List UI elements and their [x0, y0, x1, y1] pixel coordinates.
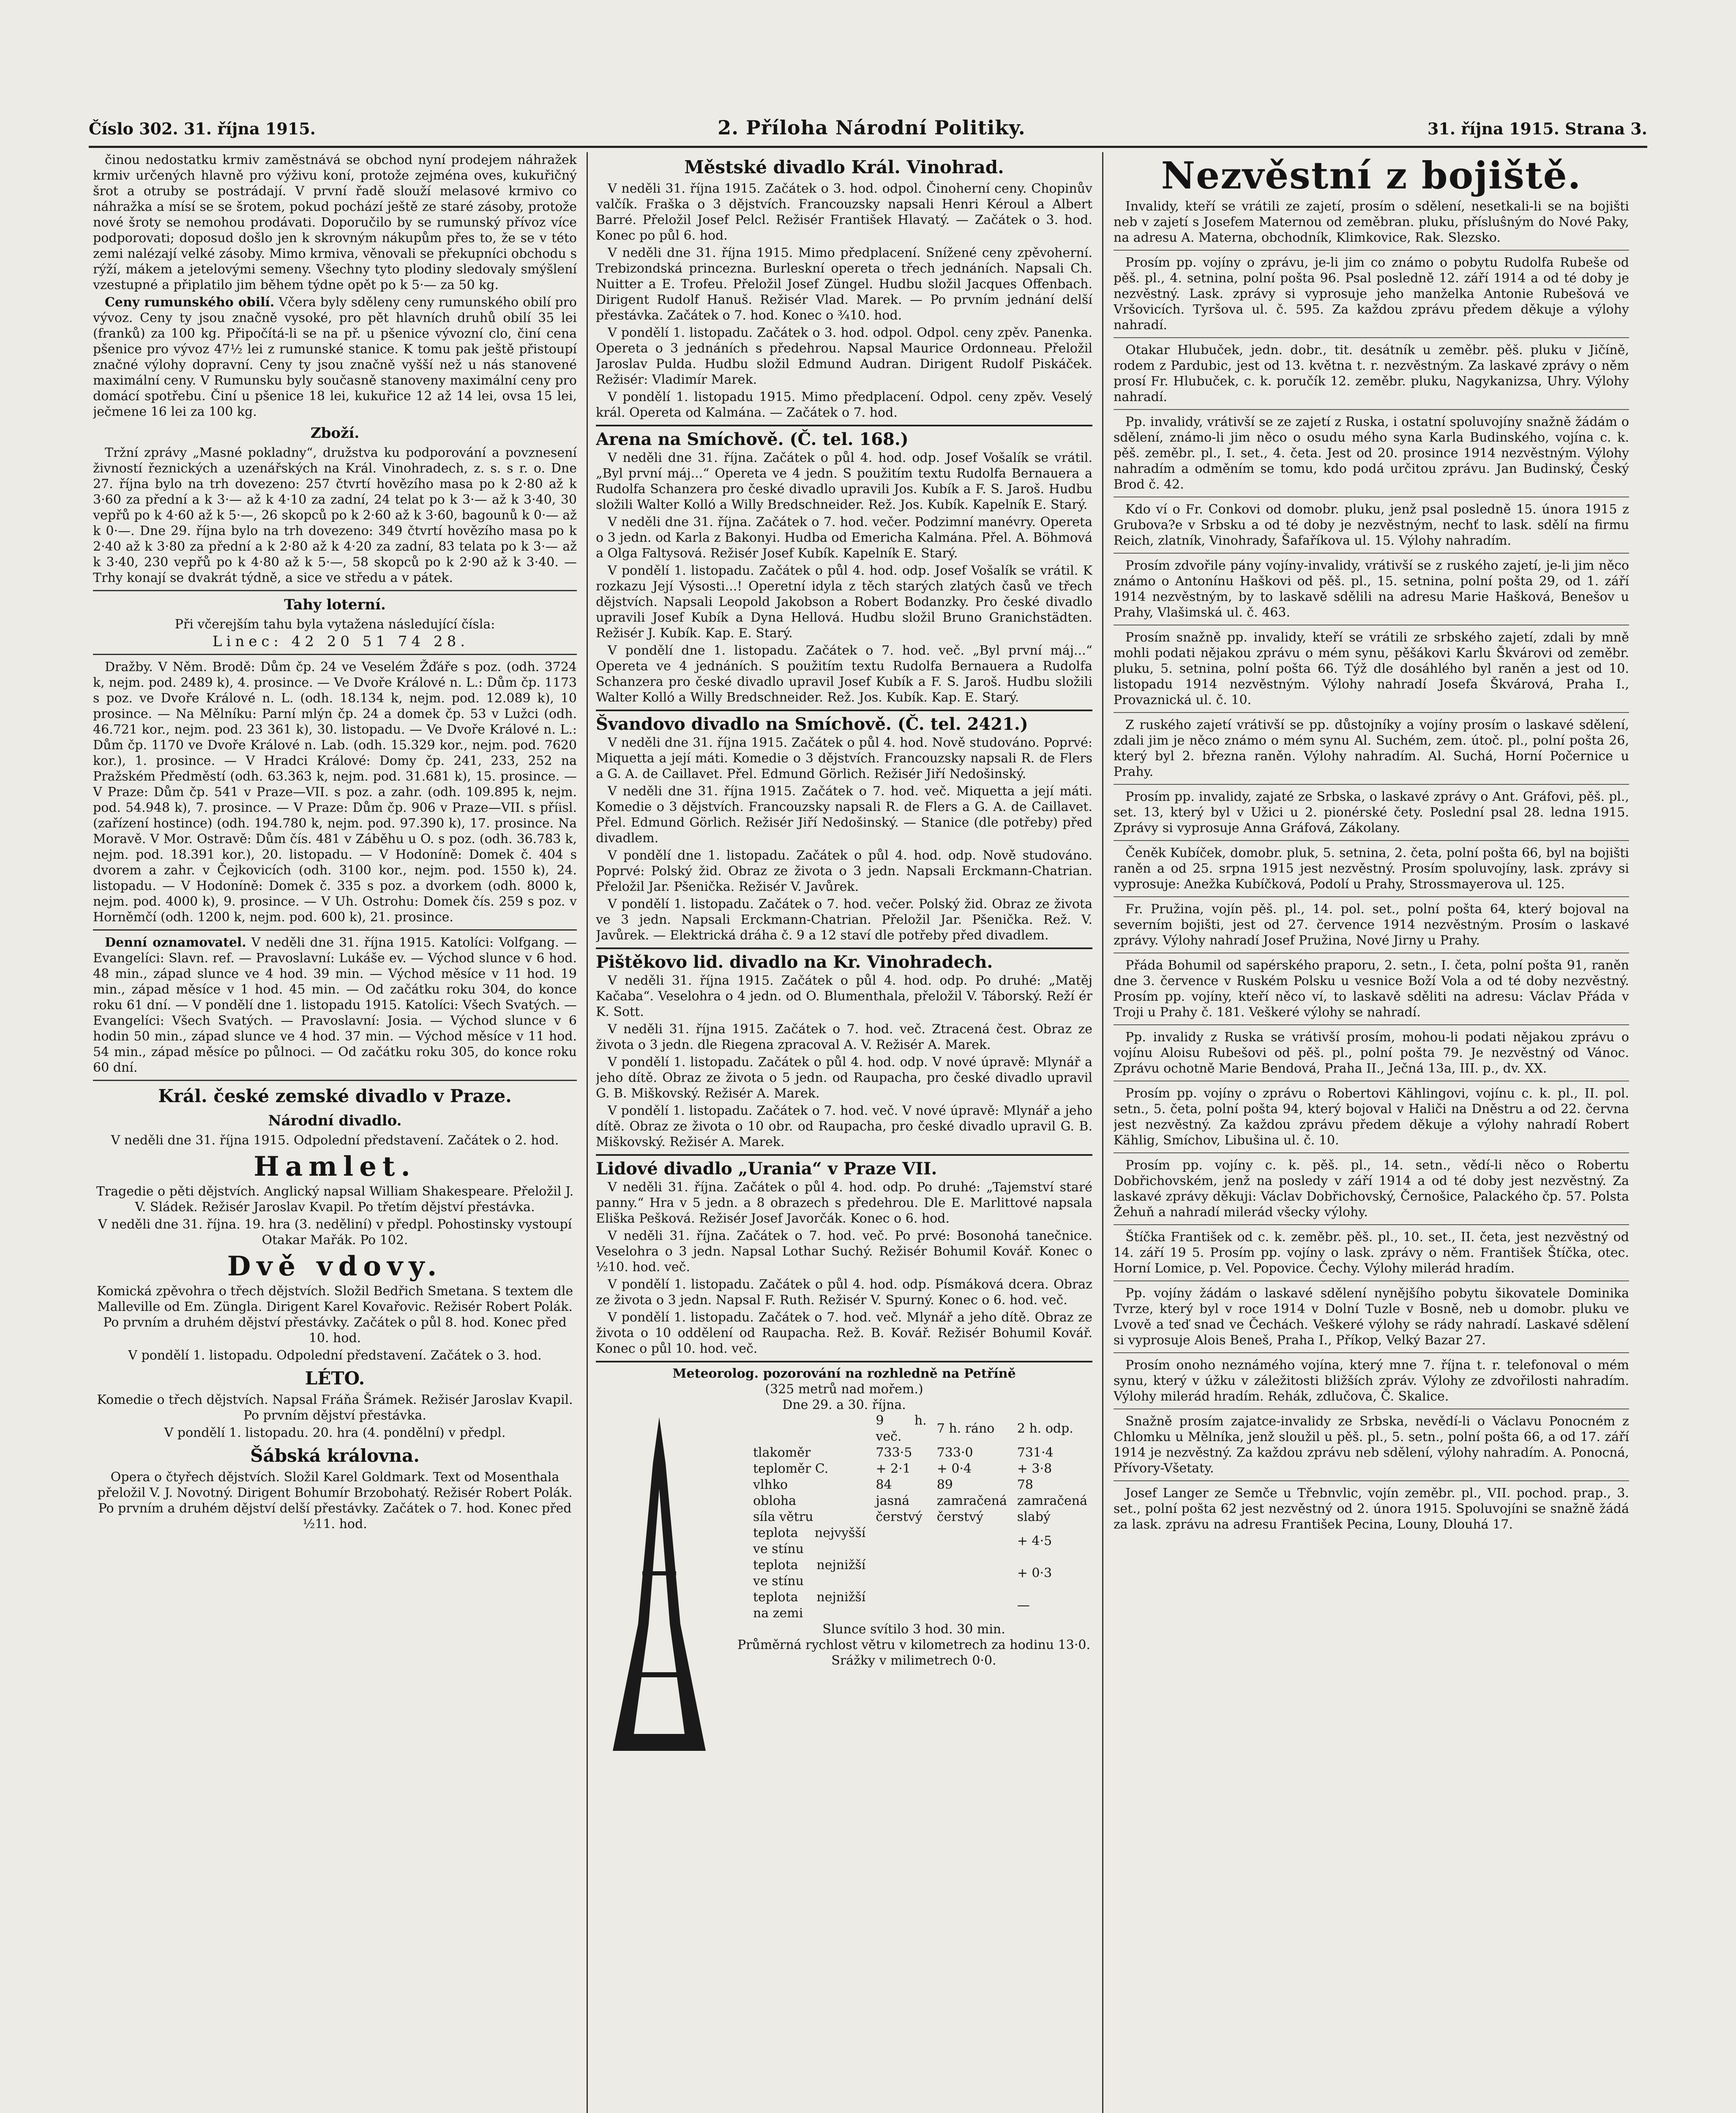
- play-description: Tragedie o pěti dějstvích. Anglický napsal William Shakespeare. Přeložil J. V. Sládek. Režisér Jaroslav Kvapil. Po třetím dějství přestávka.: [96, 1184, 574, 1215]
- program-entry: V pondělí 1. listopadu. Začátek o 7. hod. več. V nové úpravě: Mlynář a jeho dítě. Obraz ze života o 10 obr. od Raupacha, pro české divadlo upravil G. B. Miškovský. Režisér A. Marek.: [596, 1103, 1092, 1149]
- program-entry: V neděli 31. října. Začátek o půl 4. hod. odp. Po druhé: „Tajemství staré panny.“ Hra v 5 jedn. a 8 obrazech s předehrou. Dle E. Marlittové napsala Eliška Pešková. Režisér Josef Javorčák. Konec o 6. hod.: [596, 1180, 1092, 1226]
- missing-notice: [1114, 953, 1629, 1020]
- missing-notice: Invalidy, kteří se vrátili ze zajetí, prosím o sdělení, nesetkali-li se na bojišti neb v zajetí s Josefem Maternou od zeměbran. pluku, přísluŝným do Nové Paky, na adresu A. Materna, obchodník, Klimkovice, Rak. Slezsko.: [1114, 199, 1629, 245]
- program-line: V pondělí 1. listopadu. 20. hra (4. pondělní) v předpl.: [164, 1425, 506, 1440]
- svanda-theatre-heading: Švandovo divadlo na Smíchově. (Č. tel. 2421.): [596, 710, 1092, 735]
- weather-header-row: [748, 1413, 1092, 1445]
- missing-notice: [1114, 1024, 1629, 1076]
- pistek-theatre-heading: Pištěkovo lid. divadlo na Kr. Vinohradech.: [596, 947, 1092, 973]
- weather-cell: 733·0: [936, 1445, 973, 1460]
- play-description: Komedie o třech dějstvích. Napsal Fráňa Šrámek. Režisér Jaroslav Kvapil. Po prvním dějství přestávka.: [97, 1392, 573, 1423]
- divider: [93, 929, 577, 931]
- daily-calendar: [93, 935, 577, 1076]
- program-entry: V pondělí 1. listopadu 1915. Mimo předplacení. Odpol. ceny zpěv. Veselý král. Opereta od Kalmána. — Začátek o 7. hod.: [596, 390, 1092, 420]
- supplement-title: 2. Příloha Národní Politiky.: [718, 116, 1026, 139]
- missing-notice: [1114, 784, 1629, 836]
- column-2: [596, 152, 1092, 2113]
- weather-cell: zamračená: [1017, 1493, 1087, 1508]
- play-description: Opera o čtyřech dějstvích. Složil Karel Goldmark. Text od Mosenthala přeložil V. J. Novotný. Dirigent Bohumír Brzobohatý. Režisér Robert Polák. Po prvním a druhém dějství delší přestávky. Začátek o 7. hod. Konec před ½11. hod.: [97, 1470, 573, 1532]
- weather-cell: + 2·1: [876, 1461, 911, 1476]
- weather-cell: [932, 1557, 1012, 1589]
- issue-number: Číslo 302. 31. října 1915.: [89, 119, 316, 138]
- calendar-text: V neděli dne 31. října 1915. Katolíci: Volfgang. — Evangelíci: Slavn. ref. — Pravoslavní: Lukáše ev. — Východ slunce v 6 hod. 48 min., západ slunce ve 4 hod. 39 min. — Východ měsíce v 11 hod. 19 min., západ měsíce v 1 hod. 45 min. — Od začátku roku 304, do konce roku 61 dní. — V pondělí dne 1. listopadu 1915. Katolíci: Všech Svatých. — Evangelíci: Všech Svatých. — Pravoslavní: Josia. — Východ slunce v 6 hodin 50 min., západ slunce ve 4 hod. 37 min. — Východ měsíce v 11 hod. 54 min., západ měsíce po půlnoci. — Od začátku roku 305, do konce roku 60 dní.: [93, 935, 577, 1075]
- program-entry: V pondělí 1. listopadu. Začátek o 7. hod. večer. Polský žid. Obraz ze života ve 3 jedn. Napsali Erckmann-Chatrian. Přeložil Jar. Pšenička. Rež. V. Javůrek. — Elektrická dráha č. 9 a 12 staví dle potřeby před divadlem.: [596, 897, 1092, 943]
- program-entry: V neděli dne 31. října. Začátek o půl 4. hod. odp. Josef Vošalík se vrátil. „Byl první máj...“ Opereta ve 4 jedn. S použitím textu Rudolfa Bernauera a Rudolfa Schanzera pro české divadlo upravili Jos. Kubík a F. S. Jaroš. Hudbu složili Walter Kolló a Willy Bredschneider. Rež. Jos. Kubík. Kapelník E. Starý.: [596, 450, 1092, 512]
- lottery-numbers: Linec: 42 20 51 74 28.: [212, 633, 469, 650]
- notice-text: Pp. vojíny žádám o laskavé sdělení nynějšího pobytu šikovatele Dominika Tvrze, který byl v roce 1914 v Dolní Tuzle v Bosně, neb u domobr. pluku ve Lvově a teď snad ve Čechách. Veškeré výlohy se rády nahradí. Laskavé sdělení si vyprosuje Alois Beneš, Praha I., Příkop, Velký Bazar 27.: [1114, 1286, 1629, 1348]
- weather-col-header: 9 h. več.: [876, 1413, 927, 1444]
- notice-text: Přáda Bohumil od sapérského praporu, 2. setn., I. četa, polní pošta 91, raněn dne 3. července v Ruském Polsku u vesnice Boží Vola a od té doby nezvěstný. Prosím pp. vojíny, kteří něco ví, to laskavě sděliti na adresu: Václav Přáda v Troji u Prahy č. 181. Veškeré výlohy se nahradí.: [1114, 958, 1629, 1020]
- divider: [93, 590, 577, 591]
- weather-col-header: [748, 1413, 871, 1445]
- weather-report: [596, 1361, 1092, 1668]
- program-entry: V neděli 31. října 1915. Začátek o půl 4. hod. odp. Po druhé: „Matěj Kačaba“. Veselohra o 4 jedn. od O. Blumenthala, přeložil V. Táborský. Reží ér K. Sott.: [596, 973, 1092, 1019]
- notice-text: Prosím onoho neznámého vojína, který mne 7. října t. r. telefonoval o mém synu, který v úžku v záležitosti bližších zpráv. Výlohy ze zdvořilosti nahradím. Výlohy milerád hradím. Rehák, zdlučova, Č. Skalice.: [1114, 1358, 1629, 1404]
- weather-row: [748, 1445, 1092, 1461]
- section-heading-goods: Zboží.: [310, 425, 360, 442]
- notice-text: Pp. invalidy, vrátivší se ze zajetí z Ruska, i ostatní spoluvojíny snažně žádám o sdělení, známo-li jim něco o osudu mého syna Karla Budinského, vojína c. k. pěš. zeměbr. pl., I. set., 4. četa. Jest od 20. prosince 1914 nezvěstným. Výlohy nahradím a odměním se tomu, kdo podá určitou zprávu. Jan Budinský, Český Brod č. 42.: [1114, 415, 1629, 492]
- weather-cell: [871, 1557, 931, 1589]
- weather-cell: + 3·8: [1017, 1461, 1052, 1476]
- missing-notice: [1114, 1480, 1629, 1532]
- missing-notice: [1114, 625, 1629, 708]
- missing-notice: [1114, 1081, 1629, 1148]
- weather-cell: teplota nejnižší na zemi: [753, 1590, 866, 1621]
- notice-text: Otakar Hlubuček, jedn. dobr., tit. desátník u zeměbr. pěš. pluku v Jičíně, rodem z Pardubic, jest od 13. května t. r. nezvěstným. Za laskavé zprávy o něm prosí Fr. Hlubuček, c. k. poručík 12. zeměbr. pluku, Nagykanizsa, Uhry. Výlohy nahradí.: [1114, 343, 1629, 404]
- missing-notice: [1114, 250, 1629, 333]
- sunshine-note: Slunce svítilo 3 hod. 30 min.: [822, 1622, 1005, 1637]
- missing-notice: [1114, 409, 1629, 492]
- program-line: V neděli dne 31. října. 19. hra (3. neděliní) v předpl. Pohostinsky vystoupí Otakar Mařák. Po 102.: [98, 1217, 572, 1248]
- national-theatre-heading: Král. české zemské divadlo v Praze.: [158, 1086, 512, 1106]
- weather-cell: čerstvý: [936, 1510, 983, 1524]
- program-entry: V pondělí 1. listopadu. Začátek o půl 4. hod. odp. Josef Vošalík se vrátil. K rozkazu Její Výsosti...! Operetní idyla z těch starých zlatých časů ve třech dějstvích. Napsali Leopold Jakobson a Robert Bodanzky. Pro české divadlo upravili Josef Kubík a Dyna Hellová. Hudbu složil Bruno Granichstädten. Režisér J. Kubík. Kap. E. Starý.: [596, 563, 1092, 641]
- notice-text: Fr. Pružina, vojín pěš. pl., 14. pol. set., polní pošta 64, který bojoval na severním bojišti, jest od 27. července 1914 nezvěstným. Prosím o laskavé zprávy. Výlohy nahradí Josef Pružina, Nové Jirny u Prahy.: [1114, 902, 1629, 948]
- divider: [93, 1080, 577, 1081]
- notice-text: Prosím snažně pp. invalidy, kteří se vrátili ze srbského zajetí, zdali by mně mohli podati nějakou zprávu o mém synu, pěšákovi Karlu Škvárovi od zeměbr. pluku, 5. setnina, polní pošta 66. Týž dle dosáhlého byl raněn a jest od 10. listopadu 1914 nezvěstným. Výlohy nahradí Josefa Škvárová, Praha I., Provaznická ul. č. 10.: [1114, 630, 1629, 707]
- article-text: Včera byly sděleny ceny rumunského obilí pro vývoz. Ceny ty jsou značně vysoké, pro pět hlavních druhů obilí 35 lei (franků) za 100 kg. Připočítá-li se na př. u pšenice vývozní clo, činí cena pšenice pro vývoz 47½ lei z rumunské stanice. K tomu pak ještě přistoupí značné výlohy dopravní. Ceny ty jsou značně vyšší než u nás stanovené maximální ceny. V Rumunsku byly současně stanoveny maximální ceny pro domácí spotřebu. Činí u pšenice 18 lei, kukuřice 12 až 14 lei, ovsa 15 lei, ječmene 16 lei za 100 kg.: [93, 295, 577, 419]
- lottery-text: Při včerejším tahu byla vytažena následující čísla:: [175, 617, 495, 632]
- precipitation-note: Srážky v milimetrech 0·0.: [831, 1653, 996, 1668]
- program-line: V neděli dne 31. října 1915. Odpolední představení. Začátek o 2. hod.: [111, 1133, 559, 1148]
- weather-cell: zamračená: [936, 1493, 1007, 1508]
- weather-cell: [932, 1589, 1012, 1622]
- play-description: Komická zpěvohra o třech dějstvích. Složil Bedřich Smetana. S textem dle Malleville od Em. Züngla. Dirigent Karel Kovařovic. Režisér Robert Polák. Po prvním a druhém dějství přestávky. Začátek o půl 8. hod. Konec před 10. hod.: [96, 1284, 573, 1346]
- play-title: Dvě vdovy.: [227, 1250, 443, 1282]
- program-entry: V pondělí 1. listopadu. Začátek o 3. hod. odpol. Odpol. ceny zpěv. Panenka. Opereta o 3 jednáních s předehrou. Napsal Maurice Ordonneau. Přeložil Jaroslav Pulda. Hudbu složil Edmund Audran. Dirigent Rudolf Piskáček. Režisér: Vladimír Marek.: [596, 325, 1092, 387]
- notice-text: Josef Langer ze Semče u Třebnvlic, vojín zeměbr. pl., VII. pochod. prap., 3. set., polní pošta 62 jest nezvěstný od 2. února 1915. Spoluvojíni se snažně žádá za lask. zprávu na adresu František Pecina, Louny, Dlouhá 17.: [1114, 1486, 1629, 1532]
- missing-notice: [1114, 497, 1629, 549]
- weather-cell: teplota nejvyšší ve stínu: [753, 1526, 866, 1556]
- weather-cell: 84: [876, 1477, 892, 1492]
- auctions-notice: Dražby. V Něm. Brodě: Dům čp. 24 ve Veselém Žďáře s poz. (odh. 3724 k, nejm. pod. 2489 k), 4. prosince. — Ve Dvoře Králové n. L.: Dům čp. 1173 s poz. ve Dvoře Králové n. L. (odh. 18.134 k, nejm. pod. 12.089 k), 10 prosince. — Na Mělníku: Parní mlýn čp. 24 a domek čp. 53 v Lužci (odh. 46.721 kor., nejm. pod. 23 361 k), 30. listopadu. — Ve Dvoře Králové n. L.: Dům čp. 1170 ve Dvoře Králové n. Lab. (odh. 15.329 kor., nejm. pod. 7620 kor.), 1. prosince. — V Hradci Králové: Domy čp. 241, 233, 252 na Pražském Předměstí (odh. 63.363 k, nejm. pod. 31.681 k), 15. prosince. — V Praze: Dům čp. 541 v Praze—VII. s poz. a zahr. (odh. 109.895 k, nejm. pod. 54.948 k), 7. prosince. — V Praze: Dům čp. 906 v Praze—VII. s příisl. (zařízení hostince) (odh. 194.780 k, nejm. pod. 97.390 k), 17. prosince. Na Moravě. V Mor. Ostravě: Dům čís. 481 v Záběhu u O. s poz. (odh. 36.783 k, nejm. pod. 18.391 kor.), 20. listopadu. — V Hodoníně: Domek č. 404 s dvorem a zahr. v Čejkovicích (odh. 3100 kor., nejm. pod. 1550 k), 24. listopadu. — V Hodoníně: Domek č. 335 s poz. a dvorkem (odh. 8000 k, nejm. pod. 4000 k), 9. prosince. — V Uh. Ostrohu: Domek čís. 259 s poz. v Horněmčí (odh. 1200 k, nejm. pod. 600 k), 21. prosince.: [93, 660, 577, 925]
- missing-notice: [1114, 1352, 1629, 1404]
- page-number: 31. října 1915. Strana 3.: [1427, 119, 1647, 138]
- economic-article: činou nedostatku krmiv zaměstnává se obchod nyní prodejem náhražek krmiv určených hlavně pro výživu koní, protože zejména oves, kukuřičný šrot a otruby se postrádají. V první řadě slouží melasové krmivo co náhražka a mísí se se šrotem, pokud pochází ještě ze staré zásoby, protože nové šroty se nemohou prodávati. Doporučilo by se rumunský přívoz více podporovati; doposud došlo jen k skrovným nákupům přes to, že se v této zemi nalézají velké zásoby. Mimo krmiva, věnovali se překupníci obchodu s rýží, mákem a jetelovými semeny. Všechny tyto plodiny sledovaly smýšlení vzestupné a připlatilo jim během týdne opět po k 5·— za 50 kg.: [93, 153, 577, 292]
- market-report: Tržní zprávy „Masné pokladny“, družstva ku podporování a povznesení živností řeznických a uzenářských na Král. Vinohradech, z. s. s r. o. Dne 27. října bylo na trh dovezeno: 257 čtvrtí hovězího masa po k 2·80 až k 3·60 za přední a k 3·— až k 4·10 za zadní, 24 telat po k 3·— až k 3·40, 30 vepřů po k 4·60 až k 5·—, 26 skopců po k 2·60 až k 3·60, bagounů k 0·— až k 0·—. Dne 29. října bylo na trh dovezeno: 349 čtvrtí hovězího masa po k 2·40 až k 3·80 za přední a k 2·80 až k 4·20 za zadní, 83 telata po k 3·— až k 3·40, 230 vepřů po k 4·80 až k 5·—, 58 skopců po k 2·90 až k 3·40. — Trhy konají se dvakrát týdně, a sice ve středu a v pátek.: [93, 445, 577, 585]
- program-entry: V neděli 31. října 1915. Začátek o 3. hod. odpol. Činoherní ceny. Chopinův valčík. Fraška o 3 dějstvích. Francouzsky napsali Henri Kéroul a Albert Barré. Přeložil Josef Pelcl. Režisér František Hlavatý. — Začátek o 3. hod. Konec po půl 6. hod.: [596, 181, 1092, 243]
- notice-text: Prosím pp. invalidy, zajaté ze Srbska, o laskavé zprávy o Ant. Gráfovi, pěš. pl., set. 13, který byl v Užici u 2. pionérské čety. Poslední psal 28. ledna 1915. Zprávy si vyprosuje Anna Gráfová, Zákolany.: [1114, 789, 1629, 835]
- weather-cell: 731·4: [1017, 1445, 1054, 1460]
- notice-text: Prosím zdvořile pány vojíny-invalidy, vrátivší se z ruského zajetí, je-li jim něco známo o Antonínu Haškovi od pěš. pl., 15. setnina, polní pošta 29, od 1. září 1914 nezvěstným, by to laskavě sdělili na adresu Marie Hašková, Benešov u Prahy, Vlašimská ul. č. 463.: [1114, 558, 1629, 620]
- weather-cell: + 4·5: [1017, 1534, 1052, 1548]
- weather-row: [748, 1557, 1092, 1589]
- weather-col-header: 7 h. ráno: [936, 1421, 995, 1436]
- weather-cell: 89: [936, 1477, 953, 1492]
- romanian-grain-article: [93, 295, 577, 420]
- notice-text: Štíčka František od c. k. zeměbr. pěš. pl., 10. set., II. četa, jest nezvěstný od 14. září 19 5. Prosím pp. vojíny o lask. zprávy o něm. František Štíčka, otec. Horní Lomice, p. Vel. Popovice. Čechy. Výlohy milerád hradím.: [1114, 1230, 1629, 1276]
- urania-theatre-heading: Lidové divadlo „Urania“ v Praze VII.: [596, 1154, 1092, 1179]
- weather-cell: + 0·3: [1017, 1566, 1052, 1581]
- missing-notice: [1114, 712, 1629, 780]
- play-title: Šábská královna.: [250, 1445, 420, 1466]
- weather-cell: teplota nejnižší ve stínu: [753, 1558, 866, 1589]
- missing-notice: [1114, 1280, 1629, 1348]
- notice-text: Pp. invalidy z Ruska se vrátivší prosím, mohou-li podati nějakou zprávu o vojínu Aloisu Rubešovi od pěš. pl., polní pošta 79. Je nezvěstný od Vánoc. Zprávu ochotně Marie Bendová, Praha II., Ječná 13a, III. p., dv. XX.: [1114, 1030, 1629, 1076]
- weather-table: [748, 1413, 1092, 1622]
- notice-text: Prosím pp. vojíny c. k. pěš. pl., 14. setn., vědí-li něco o Robertu Dobřichovském, jenž na posledy v září 1914 a od té doby jest nezvěstný. Za laskavé zprávy děkuji: Václav Dobřichovský, Černošice, Palackého čp. 57. Polsta Žehuň a nahradí milerád všecky výlohy.: [1114, 1158, 1629, 1220]
- program-entry: V neděli 31. října. Začátek o 7. hod. več. Po prvé: Bosonohá tanečnice. Veselohra o 3 jedn. Napsal Lothar Suchý. Režisér Bohumil Kovář. Konec o ½10. hod. več.: [596, 1228, 1092, 1275]
- program-entry: V neděli 31. října 1915. Začátek o 7. hod. več. Ztracená čest. Obraz ze života o 3 jedn. dle Riegena zpracoval A. V. Režisér A. Marek.: [596, 1022, 1092, 1052]
- column-divider: [1102, 152, 1103, 2113]
- arena-smichov-heading: Arena na Smíchově. (Č. tel. 168.): [596, 425, 1092, 450]
- weather-cell: teploměr C.: [753, 1461, 829, 1476]
- national-theatre-subheading: Národní divadlo.: [268, 1112, 402, 1129]
- weather-cell: [871, 1589, 931, 1622]
- weather-row: [748, 1589, 1092, 1622]
- weather-cell: 78: [1017, 1477, 1034, 1492]
- weather-subheading: (325 metrů nad mořem.): [765, 1382, 923, 1397]
- missing-notice: [1114, 553, 1629, 620]
- notice-text: Z ruského zajetí vrátivší se pp. důstojníky a vojíny prosím o laskavé sdělení, zdali jim je něco známo o mém synu Al. Suchém, zem. útoč. pl., polní pošta 26, který byl 2. března raněn. Výlohy nahradím. Al. Suchá, Horní Počernice u Prahy.: [1114, 718, 1629, 779]
- weather-cell: [932, 1525, 1012, 1557]
- program-entry: V neděli dne 31. října 1915. Mimo předplacení. Snížené ceny zpěvoherní. Trebizondská princezna. Burleskní opereta o třech jednáních. Napsali Ch. Nuitter a E. Trofeu. Přeložil Josef Züngel. Hudbu složil Jacques Offenbach. Dirigent Rudolf Hanuš. Režisér Vlad. Marek. — Po prvním jednání delší přestávka. Začátek o 7. hod. Konec o ¾10. hod.: [596, 246, 1092, 323]
- weather-cell: [871, 1525, 931, 1557]
- program-entry: V neděli dne 31. října 1915. Začátek o 7. hod. več. Miquetta a její máti. Komedie o 3 dějstvích. Francouzsky napsali R. de Flers a G. A. de Caillavet. Přel. Edmund Görlich. Režisér Jiří Nedošinský. — Stanice (dle potřeby) před divadlem.: [596, 784, 1092, 846]
- program-entry: V pondělí 1. listopadu. Začátek o půl 4. hod. odp. V nové úpravě: Mlynář a jeho dítě. Obraz ze života o 5 jedn. od Raupacha, pro české divadlo upravil G. B. Miškovský. Režisér A. Marek.: [596, 1055, 1092, 1101]
- petrin-tower-icon: [596, 1413, 723, 1759]
- weather-cell: čerstvý: [876, 1510, 923, 1524]
- play-title: LÉTO.: [305, 1368, 365, 1389]
- missing-notice: [1114, 1409, 1629, 1476]
- weather-row: [748, 1509, 1092, 1525]
- weather-cell: + 0·4: [936, 1461, 972, 1476]
- missing-notice: [1114, 337, 1629, 405]
- program-entry: V pondělí 1. listopadu. Začátek o 7. hod. več. Mlynář a jeho dítě. Obraz ze života o 10 oddělení od Raupacha. Rež. B. Kovář. Režisér Bohumil Kovář. Konec o půl 10. hod. več.: [596, 1310, 1092, 1356]
- weather-row: [748, 1461, 1092, 1477]
- play-title: Hamlet.: [254, 1151, 416, 1182]
- program-line: V pondělí 1. listopadu. Odpolední představení. Začátek o 3. hod.: [128, 1348, 542, 1363]
- missing-notice: [1114, 840, 1629, 892]
- program-entry: V neděli dne 31. října 1915. Začátek o půl 4. hod. Nově studováno. Poprvé: Miquetta a její máti. Komedie o 3 dějstvích. Francouzsky napsali R. de Flers a G. A. de Caillavet. Přel. Edmund Görlich. Režisér Jiří Nedošinský.: [596, 735, 1092, 781]
- weather-heading: Meteorolog. pozorování na rozhledně na Petříně: [672, 1366, 1016, 1381]
- wind-note: Průměrná rychlost větru v kilometrech za hodinu 13·0.: [737, 1638, 1090, 1652]
- weather-cell: —: [1017, 1598, 1030, 1613]
- notice-text: Čeněk Kubíček, domobr. pluk, 5. setnina, 2. četa, polní pošta 66, byl na bojišti raněn a od 25. srpna 1915 jest nezvěstný. Prosím spoluvojíny, lask. zprávy si vyprosuje: Anežka Kubíčková, Podolí u Prahy, Strossmayerova ul. 125.: [1114, 846, 1629, 892]
- weather-cell: 733·5: [876, 1445, 912, 1460]
- weather-row: [748, 1477, 1092, 1493]
- missing-soldiers-title: Nezvěstní z bojiště.: [1161, 153, 1582, 197]
- weather-date: Dne 29. a 30. října.: [782, 1398, 906, 1412]
- weather-cell: síla větru: [753, 1510, 813, 1524]
- weather-cell: slabý: [1017, 1510, 1051, 1524]
- weather-cell: jasná: [876, 1493, 910, 1508]
- vinohrady-theatre-heading: Městské divadlo Král. Vinohrad.: [684, 157, 1004, 177]
- notice-text: Snažně prosím zajatce-invalidy ze Srbska, nevědí-li o Václavu Ponocném z Chlomku u Mělníka, jenž sloužil u pěš. pl., 5. setn., polní pošta 66, a od 17. září 1914 je nezvěstný. Za každou zprávu neb sdělení, výlohy nahradím. A. Ponocná, Přívory-Všetaty.: [1114, 1414, 1629, 1476]
- weather-cell: obloha: [753, 1493, 797, 1508]
- program-entry: V pondělí dne 1. listopadu. Začátek o půl 4. hod. odp. Nově studováno. Poprvé: Polský žid. Obraz ze života o 3 jedn. Napsali Erckmann-Chatrian. Přeložil Jar. Pšenička. Režisér V. Javůrek.: [596, 848, 1092, 894]
- weather-cell: tlakoměr: [753, 1445, 811, 1460]
- calendar-heading: Denní oznamovatel.: [105, 935, 246, 950]
- notice-text: Prosím pp. vojíny o zprávu o Robertovi Kählingovi, vojínu c. k. pl., II. pol. setn., 5. četa, polní pošta 94, který bojoval v Haliči na Dněstru a od 22. června jest nezvěstný. Za každou zprávu předem děkuje a výlohy nahradí Robert Kählig, Smíchov, Libušina ul. č. 10.: [1114, 1086, 1629, 1148]
- program-entry: V pondělí 1. listopadu. Začátek o půl 4. hod. odp. Písmáková dcera. Obraz ze života o 3 jedn. Napsal F. Ruth. Režisér V. Spurný. Konec o 6. hod. več.: [596, 1277, 1092, 1308]
- page-header: [89, 116, 1647, 142]
- program-entry: V pondělí dne 1. listopadu. Začátek o 7. hod. več. „Byl první máj...“ Opereta ve 4 jednáních. S použitím textu Rudolfa Bernauera a Rudolfa Schanzera pro české divadlo upravil Josef Kubík a F. S. Jaroš. Hudbu složili Walter Kolló a Willy Bredschneider. Rež. Jos. Kubík. Kap. E. Starý.: [596, 643, 1092, 705]
- column-divider: [587, 152, 588, 2113]
- missing-notice: [1114, 1224, 1629, 1276]
- column-3: [1114, 152, 1629, 2113]
- notice-text: Prosím pp. vojíny o zprávu, je-li jim co známo o pobytu Rudolfa Rubeše od pěš. pl., 4. setnina, polní pošta 96. Psal posledně 12. září 1914 a od té doby je nezvěstný. Lask. zprávy si vyprosuje jeho manželka Antonie Rubešová ve Vršovicích. Tyršova ul. č. 595. Za každou zprávu předem děkuje a výlohy nahradí.: [1114, 255, 1629, 333]
- header-rule: [89, 146, 1647, 148]
- notice-text: Kdo ví o Fr. Conkovi od domobr. pluku, jenž psal posledně 15. února 1915 z Grubova?e v Srbsku a od té doby je nezvěstným, nechť to lask. sdělí na firmu Reich, zlatník, Vinohrady, Šafaříkova ul. 15. Výlohy nahradím.: [1114, 502, 1629, 548]
- weather-row: [748, 1525, 1092, 1557]
- divider: [93, 654, 577, 655]
- article-heading: Ceny rumunského obilí.: [105, 295, 275, 310]
- program-entry: V neděli dne 31. října. Začátek o 7. hod. večer. Podzimní manévry. Opereta o 3 jedn. od Karla z Bakonyi. Hudba od Emericha Kalmána. Přel. A. Böhmová a Olga Faltysová. Režisér Josef Kubík. Kapelník E. Starý.: [596, 515, 1092, 561]
- weather-row: [748, 1493, 1092, 1509]
- petrin-tower-illustration: [596, 1413, 735, 1764]
- weather-col-header: 2 h. odp.: [1017, 1421, 1073, 1436]
- section-heading-lottery: Tahy loterní.: [284, 596, 386, 613]
- weather-cell: vlhko: [753, 1477, 788, 1492]
- missing-notice: [1114, 1152, 1629, 1220]
- missing-notice: [1114, 896, 1629, 948]
- column-1: [93, 152, 577, 2113]
